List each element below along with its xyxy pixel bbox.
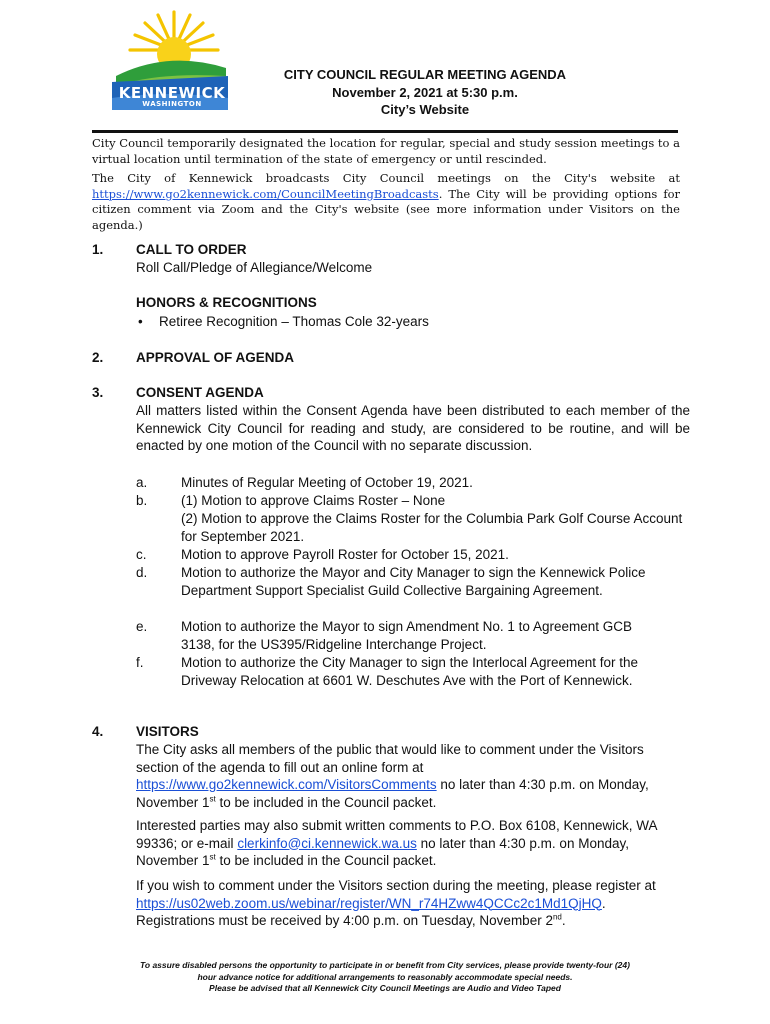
section-3-number: 3.	[92, 385, 104, 400]
consent-item-e: Motion to authorize the Mayor to sign Amendment No. 1 to Agreement GCB 3138, for the US395/Ridgeline Interchange Project.	[181, 619, 632, 652]
meeting-date: November 2, 2021 at 5:30 p.m.	[332, 84, 518, 100]
visitors-paragraph-2	[136, 817, 676, 870]
visitors-p3-text: If you wish to comment under the Visitors section during the meeting, please register at	[136, 878, 656, 893]
visitors-paragraph-1	[136, 741, 686, 811]
visitors-paragraph-3	[136, 877, 686, 930]
consent-item-label: c.	[136, 547, 147, 562]
agenda-title: CITY COUNCIL REGULAR MEETING AGENDA	[283, 67, 567, 82]
footer-line-3: Please be advised that all Kennewick City Council Meetings are Audio and Video Taped	[209, 983, 561, 993]
meeting-location: City’s Website	[380, 102, 470, 117]
consent-item-a: Minutes of Regular Meeting of October 19, 2021.	[181, 475, 473, 490]
footer-line-1: To assure disabled persons the opportunity to participate in or benefit from City services, please provide twenty-four (24)	[140, 960, 630, 970]
consent-agenda-text: All matters listed within the Consent Agenda have been distributed to each member of the Kennewick City Council for reading and study, are considered to be routine, and will be enacted by one motion of the Council with no separate discussion.	[136, 403, 690, 453]
visitors-p2-text: Interested parties may also submit written comments to P.O. Box 6108, Kennewick, WA 99336; or e-mail	[136, 818, 657, 851]
broadcasts-link[interactable]: https://www.go2kennewick.com/CouncilMeetingBroadcasts	[92, 186, 439, 201]
consent-item-b-2: (2) Motion to approve the Claims Roster for the Columbia Park Golf Course Account for September 2021.	[181, 511, 683, 544]
honors-title: HONORS & RECOGNITIONS	[136, 295, 317, 310]
consent-item-label: f.	[136, 655, 144, 670]
consent-item-label: b.	[136, 493, 148, 508]
footer-line-2: hour advance notice for additional arrangements to reasonably accommodate special needs.	[197, 971, 573, 982]
consent-item-f: Motion to authorize the City Manager to sign the Interlocal Agreement for the Driveway Relocation at 6601 W. Deschutes Ave with the Port of Kennewick.	[181, 655, 639, 688]
consent-item-b: (1) Motion to approve Claims Roster – None	[181, 493, 446, 508]
logo-wordmark	[118, 84, 226, 112]
logo-name: KENNEWICK	[118, 84, 226, 102]
clerk-email-link[interactable]: clerkinfo@ci.kennewick.wa.us	[237, 835, 417, 851]
section-3-title: CONSENT AGENDA	[136, 385, 264, 400]
visitors-comments-link[interactable]: https://www.go2kennewick.com/VisitorsComments	[136, 777, 437, 792]
intro-paragraph-2	[92, 171, 680, 233]
visitors-p1-end: to be included in the Council packet.	[215, 794, 437, 810]
section-1-number: 1.	[92, 242, 104, 257]
intro-paragraph-1: City Council temporarily designated the location for regular, special and study session meetings to a virtual location until termination of the state of emergency or until rescinded.	[92, 136, 680, 166]
section-1-text: Roll Call/Pledge of Allegiance/Welcome	[136, 260, 373, 275]
consent-item-label: e.	[136, 619, 148, 634]
consent-item-label: d.	[136, 565, 148, 580]
consent-item-c: Motion to approve Payroll Roster for October 15, 2021.	[181, 547, 509, 562]
logo-subtitle: WASHINGTON	[142, 100, 202, 108]
honors-item: Retiree Recognition – Thomas Cole 32-years	[159, 314, 429, 329]
visitors-p3-text-after: . Registrations must be received by 4:00 p.m. on Tuesday, November 2	[136, 895, 606, 928]
visitors-p2-text-after: no later than 4:30 p.m. on Monday, November 1	[136, 835, 629, 868]
bullet-icon: •	[138, 314, 143, 329]
ordinal-suffix: st	[209, 794, 216, 803]
consent-item-d: Motion to authorize the Mayor and City Manager to sign the Kennewick Police Department Support Specialist Guild Collective Bargaining Agreement.	[181, 565, 646, 598]
kennewick-logo	[108, 6, 232, 112]
footer-notice	[60, 960, 710, 995]
ordinal-suffix: nd	[552, 912, 562, 922]
section-4-number: 4.	[92, 724, 104, 739]
visitors-p3-end: .	[561, 913, 566, 928]
visitors-p1-text-after: no later than 4:30 p.m. on Monday, November 1	[136, 777, 649, 810]
ordinal-suffix: st	[209, 852, 216, 862]
agenda-header	[240, 66, 610, 119]
intro-p2-text: The City of Kennewick broadcasts City Council meetings on the City's website at	[92, 171, 680, 185]
section-2-number: 2.	[92, 350, 104, 365]
visitors-p1-text: The City asks all members of the public that would like to comment under the Visitors section of the agenda to fill out an online form at	[136, 742, 644, 775]
section-2-title: APPROVAL OF AGENDA	[136, 350, 295, 365]
section-4-title: VISITORS	[136, 724, 199, 739]
consent-item-label: a.	[136, 475, 148, 490]
zoom-registration-link[interactable]: https://us02web.zoom.us/webinar/register/WN_r74HZww4QCCc2c1Md1QjHQ	[136, 895, 602, 911]
header-divider	[92, 130, 678, 133]
section-1-title: CALL TO ORDER	[136, 242, 247, 257]
visitors-p2-end: to be included in the Council packet.	[215, 853, 437, 868]
intro-p2-text-after: . The City will be providing options for citizen comment via Zoom and the City's website (see more information under Visitors on the agenda.)	[92, 186, 680, 232]
